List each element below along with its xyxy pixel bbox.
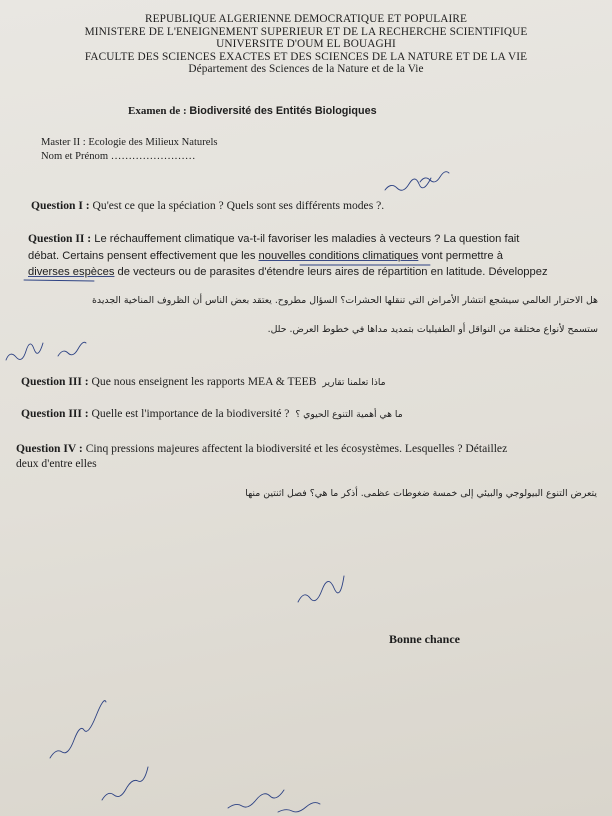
question-2-line3b: de vecteurs ou de parasites d'étendre leurs aires de répartition en latitude. Développez xyxy=(114,266,548,278)
pen-scribble-4 xyxy=(58,342,86,356)
program-line: Master II : Ecologie des Milieux Naturels xyxy=(41,137,218,148)
exam-title-prefix: Examen de : xyxy=(128,105,190,117)
question-3a-text: Que nous enseignent les rapports MEA & TEEB xyxy=(88,375,317,388)
question-2-line2-underlined: nouvelles conditions climatiques xyxy=(258,249,419,262)
header-line-faculty: FACULTE DES SCIENCES EXACTES ET DES SCIENCES DE LA NATURE ET DE LA VIE xyxy=(84,50,528,63)
pen-scribble-5 xyxy=(298,576,344,602)
question-4-label: Question IV : xyxy=(16,442,83,455)
header-line-department: Département des Sciences de la Nature et de la Vie xyxy=(188,63,424,76)
header-line-republic: REPUBLIQUE ALGERIENNE DEMOCRATIQUE ET POPULAIRE xyxy=(144,13,468,25)
question-4-arabic: يتعرض التنوع البيولوجي والبيئي إلى خمسة ضغوطات عظمى. أذكر ما هي؟ فصل اثنتين منها xyxy=(245,488,597,499)
question-4-line2: deux d'entre elles xyxy=(16,457,97,470)
exam-title xyxy=(128,105,377,117)
header-line-ministry: MINISTERE DE L'ENEIGNEMENT SUPERIEUR ET DE LA RECHERCHE SCIENTIFIQUE xyxy=(84,25,528,38)
question-4-line1: Cinq pressions majeures affectent la biodiversité et les écosystèmes. Lesquelles ? Détaillez xyxy=(82,442,508,455)
pen-scribble-6 xyxy=(50,701,106,758)
pen-scribble-3 xyxy=(6,343,43,360)
question-3a-label: Question III : xyxy=(21,375,89,388)
question-3a-arabic: ماذا تعلمنا تقارير xyxy=(322,377,386,388)
question-2 xyxy=(28,231,548,281)
header-line-university: UNIVERSITE D'OUM EL BOUAGHI xyxy=(216,38,396,51)
pen-scribble-9 xyxy=(278,803,320,812)
pen-scribble-8 xyxy=(228,790,284,808)
closing-text: Bonne chance xyxy=(389,632,461,646)
question-2-line3-underlined: diverses espèces xyxy=(28,266,115,278)
question-3a xyxy=(21,374,386,390)
question-1 xyxy=(31,198,384,213)
question-3b xyxy=(21,406,403,422)
question-2-line2b: vont permettre à xyxy=(418,249,503,262)
question-2-arabic-line2: ستسمح لأنواع مختلفة من النواقل أو الطفيليات بتمديد مداها في خطوط العرض. حلل. xyxy=(267,324,598,335)
question-4 xyxy=(16,441,507,471)
question-1-text: Qu'est ce que la spéciation ? Quels sont ses différents modes ?. xyxy=(89,199,385,212)
pen-scribble-7 xyxy=(102,767,148,800)
question-3b-arabic: ما هي أهمية التنوع الحيوي ؟ xyxy=(295,409,403,420)
question-3b-text: Quelle est l'importance de la biodiversité ? xyxy=(88,407,290,420)
question-2-line1: Le réchauffement climatique va-t-il favoriser les maladies à vecteurs ? La question fait xyxy=(91,233,520,245)
pen-scribble-2 xyxy=(420,172,449,182)
exam-subject: Biodiversité des Entités Biologiques xyxy=(189,105,377,117)
pen-scribble-1 xyxy=(385,178,431,190)
question-3b-label: Question III : xyxy=(21,407,89,420)
institution-header xyxy=(0,13,612,76)
question-2-line2a: débat. Certains pensent effectivement que les xyxy=(28,249,259,262)
question-1-label: Question I : xyxy=(31,199,90,212)
question-2-arabic-line1: هل الاحترار العالمي سيشجع انتشار الأمراض التي تنقلها الحشرات؟ السؤال مطروح. يعتقد بعض الناس أن الظروف المناخية الجديدة xyxy=(91,295,598,306)
question-2-label: Question II : xyxy=(28,232,92,245)
name-field: Nom et Prénom …………………… xyxy=(41,151,196,162)
